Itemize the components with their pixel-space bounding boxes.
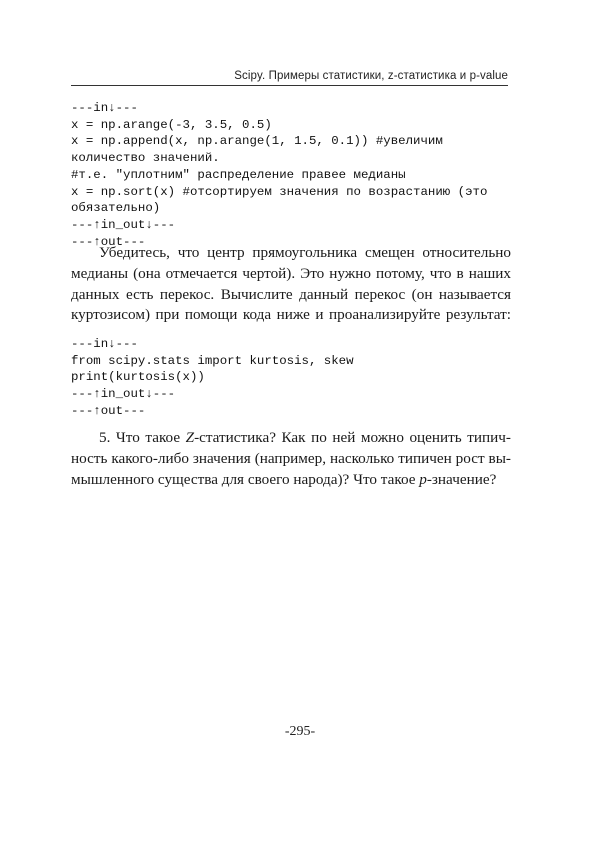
code-line: количество значений.	[71, 151, 220, 166]
code-line: x = np.append(x, np.arange(1, 1.5, 0.1)) #увеличим	[71, 134, 443, 149]
code-line: ---in↓---	[71, 337, 138, 351]
question-text: -статистика? Как по ней можно оценить типич-	[194, 429, 511, 446]
code-line: ---↑in_out↓---	[71, 217, 176, 232]
code-line: обязательно)	[71, 201, 161, 216]
code-line: ---in↓---	[71, 101, 138, 115]
page-number: -295-	[284, 724, 316, 739]
question-text: мышленного существа для своего народа)? Что такое	[71, 470, 420, 488]
code-line: ---↑out---	[71, 403, 146, 418]
running-header: Scipy. Примеры статистики, z-статистика и p-value	[71, 70, 508, 86]
paragraph-1	[71, 243, 511, 326]
question-5	[71, 428, 511, 490]
code-line: ---↑in_out↓---	[71, 387, 176, 402]
code-line: x = np.arange(-3, 3.5, 0.5)	[71, 117, 272, 132]
question-line	[71, 470, 511, 491]
paragraph-line: данных есть перекос. Вычислите данный перекос (он называется	[71, 285, 511, 303]
code-line: print(kurtosis(x))	[71, 370, 205, 385]
paragraph-line: куртозисом) при помощи кода ниже и проанализируйте результат:	[71, 306, 511, 324]
question-text: -значение?	[426, 470, 497, 488]
question-text: 5. Что такое	[99, 429, 186, 446]
code-line: from scipy.stats import kurtosis, skew	[71, 353, 354, 368]
p-symbol: p	[419, 470, 427, 488]
question-line	[71, 428, 511, 449]
z-symbol: Z	[185, 429, 195, 446]
code-block-1	[71, 100, 531, 250]
paragraph-line: Убедитесь, что центр прямоугольника смещен относительно	[99, 244, 511, 261]
paragraph-line: медианы (она отмечается чертой). Это нужно потому, что в наших	[71, 264, 511, 282]
code-line: ---↑out---	[71, 234, 146, 249]
code-line: #т.е. "уплотним" распределение правее медианы	[71, 167, 406, 182]
code-line: x = np.sort(x) #отсортируем значения по возрастанию (это	[71, 184, 488, 199]
code-block-2	[71, 336, 531, 420]
question-line: ность какого-либо значения (например, насколько типичен рост вы-	[71, 449, 511, 467]
